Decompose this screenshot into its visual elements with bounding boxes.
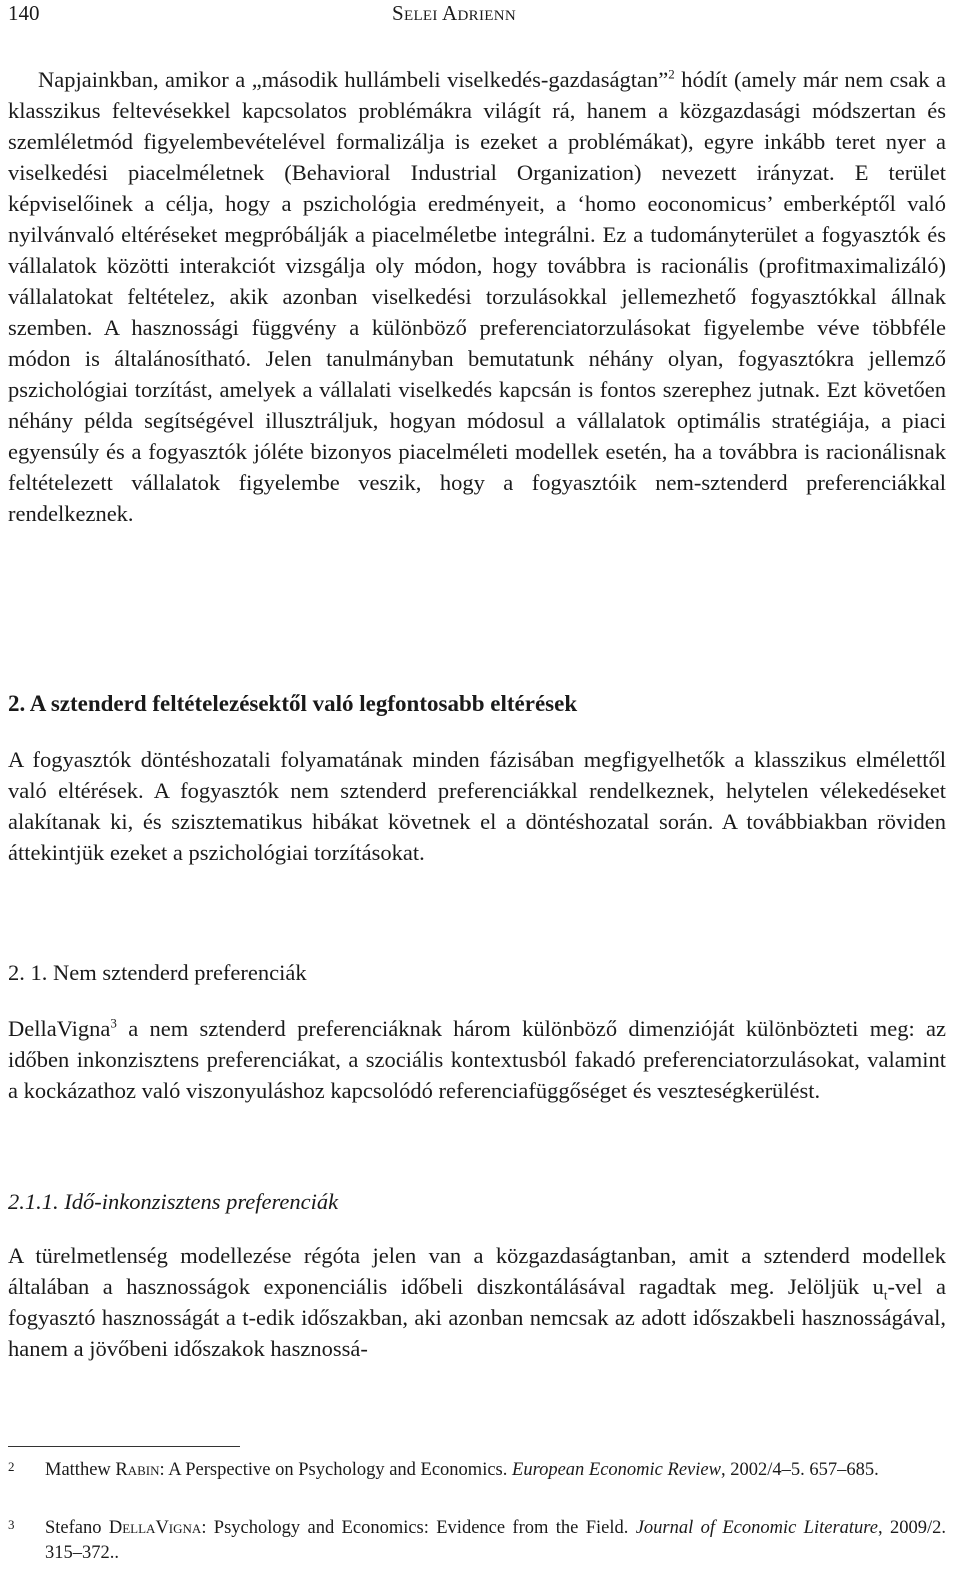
section-2-1-1-text-rest: -vel a fogyasztó hasznosságát a t-edik időszakban, aki azonban nemcsak az adott időszakbeli hasznosságával, hanem a jövőbeni időszakok hasznossá- (8, 1274, 947, 1361)
section-2-1-heading: 2. 1. Nem sztenderd preferenciák (8, 960, 307, 985)
intro-text-start: Napjainkban, amikor a „második hullámbeli viselkedés-gazdaságtan” (38, 67, 669, 92)
document-page (8, 0, 952, 1587)
page-number: 140 (8, 1, 40, 25)
running-head: Selei Adrienn (392, 1, 516, 25)
footnote-text (45, 1516, 946, 1566)
footnote-text (45, 1458, 946, 1483)
footnote-author-first: Stefano (45, 1518, 109, 1538)
section-2-1-paragraph (8, 1013, 946, 1106)
footnote-2 (8, 1458, 946, 1483)
footnote-mark: 2 (8, 1459, 15, 1474)
footnote-3 (8, 1516, 946, 1566)
section-2-1-1-paragraph (8, 1240, 946, 1364)
intro-text-rest: hódít (amely már nem csak a klasszikus feltevésekkel kapcsolatos problémákra világít rá, hanem a közgazdasági módszertan és szemléletmód figyelembevételével formalizálja is ezeket a problémákat), egyre inkább teret nyer a viselkedési piacelméletnek (Behavioral Industrial Organization) nevezett irányzat. E terület képviselőinek a célja, hogy a pszichológia eredményeit, a ‘homo eoconomicus’ emberképtől való nyilvánvaló eltéréseket megpróbálják a piacelméletbe integrálni. Ez a tudományterület a fogyasztók és vállalatok közötti interakciót vizsgálja oly módon, hogy továbbra is racionális (profitmaximalizáló) vállalatokat feltételez, akik azonban viselkedési torzulásokkal jellemezhető fogyasztókkal állnak szemben. A hasznossági függvény a különböző preferenciatorzulásokat figyelembe véve többféle módon is általánosítható. Jelen tanulmányban bemutatunk néhány olyan, fogyasztókra jellemző pszichológiai torzítást, amelyek a vállalati viselkedés kapcsán is fontos szerephez jutnak. Ezt követően néhány példa segítségével illusztráljuk, hogyan módosul a vállalatok optimális stratégiája, a piaci egyensúly és a fogyasztók jóléte bizonyos piacelméleti modellek esetén, ha a továbbra is racionálisnak feltételezett vállalatok figyelembe veszik, hogy a fogyasztóik nem-sztenderd preferenciákkal rendelkeznek. (8, 67, 946, 526)
footnote-mark: 3 (8, 1517, 15, 1532)
section-2-1-text-rest: a nem sztenderd preferenciáknak három különböző dimenzióját különbözteti meg: az időben inkonzisztens preferenciákat, a szociális kontextusból fakadó preferenciatorzulásokat, valamint a kockázathoz való viszonyuláshoz kapcsolódó referenciafüggőséget és veszteségkerülést. (8, 1016, 946, 1103)
footnote-title: : Psychology and Economics: Evidence from the Field. (201, 1518, 636, 1538)
subscript-t: t (883, 1287, 888, 1303)
page-header (8, 0, 952, 28)
section-2-1-1-heading: 2.1.1. Idő-inkonzisztens preferenciák (8, 1189, 339, 1214)
footnote-author-last: DellaVigna (108, 1518, 202, 1538)
footnote-journal: European Economic Review (512, 1460, 721, 1480)
footnote-author-last: Rabin (115, 1460, 160, 1480)
section-2-heading: 2. A sztenderd feltételezésektől való legfontosabb eltérések (8, 691, 578, 716)
footnote-ref-3[interactable]: 3 (110, 1015, 117, 1031)
intro-paragraph (8, 64, 946, 529)
section-2-1-1-text-start: A türelmetlenség modellezése régóta jelen van a közgazdaságtanban, amit a sztenderd modellek általában a hasznosságok exponenciális időbeli diszkontálásával ragadtak meg. Jelöljük u (8, 1243, 946, 1299)
footnote-divider (8, 1446, 240, 1447)
section-2-1-text-start: DellaVigna (8, 1016, 111, 1041)
footnote-pages: , 2009/2. 315–372.. (45, 1518, 947, 1563)
footnote-journal: Journal of Economic Literature (635, 1518, 879, 1538)
section-2-paragraph: A fogyasztók döntéshozatali folyamatának minden fázisában megfigyelhetők a klasszikus elmélettől való eltérések. A fogyasztók nem sztenderd preferenciákkal rendelkeznek, helytelen vélekedéseket alakítanak ki, és szisztematikus hibákat követnek el a döntéshozatal során. A továbbiakban röviden áttekintjük ezeket a pszichológiai torzításokat. (8, 747, 946, 865)
footnote-pages: , 2002/4–5. 657–685. (720, 1460, 879, 1480)
footnote-title: : A Perspective on Psychology and Economics. (159, 1460, 513, 1480)
footnote-author-first: Matthew (45, 1460, 116, 1480)
footnote-ref-2[interactable]: 2 (668, 66, 675, 82)
